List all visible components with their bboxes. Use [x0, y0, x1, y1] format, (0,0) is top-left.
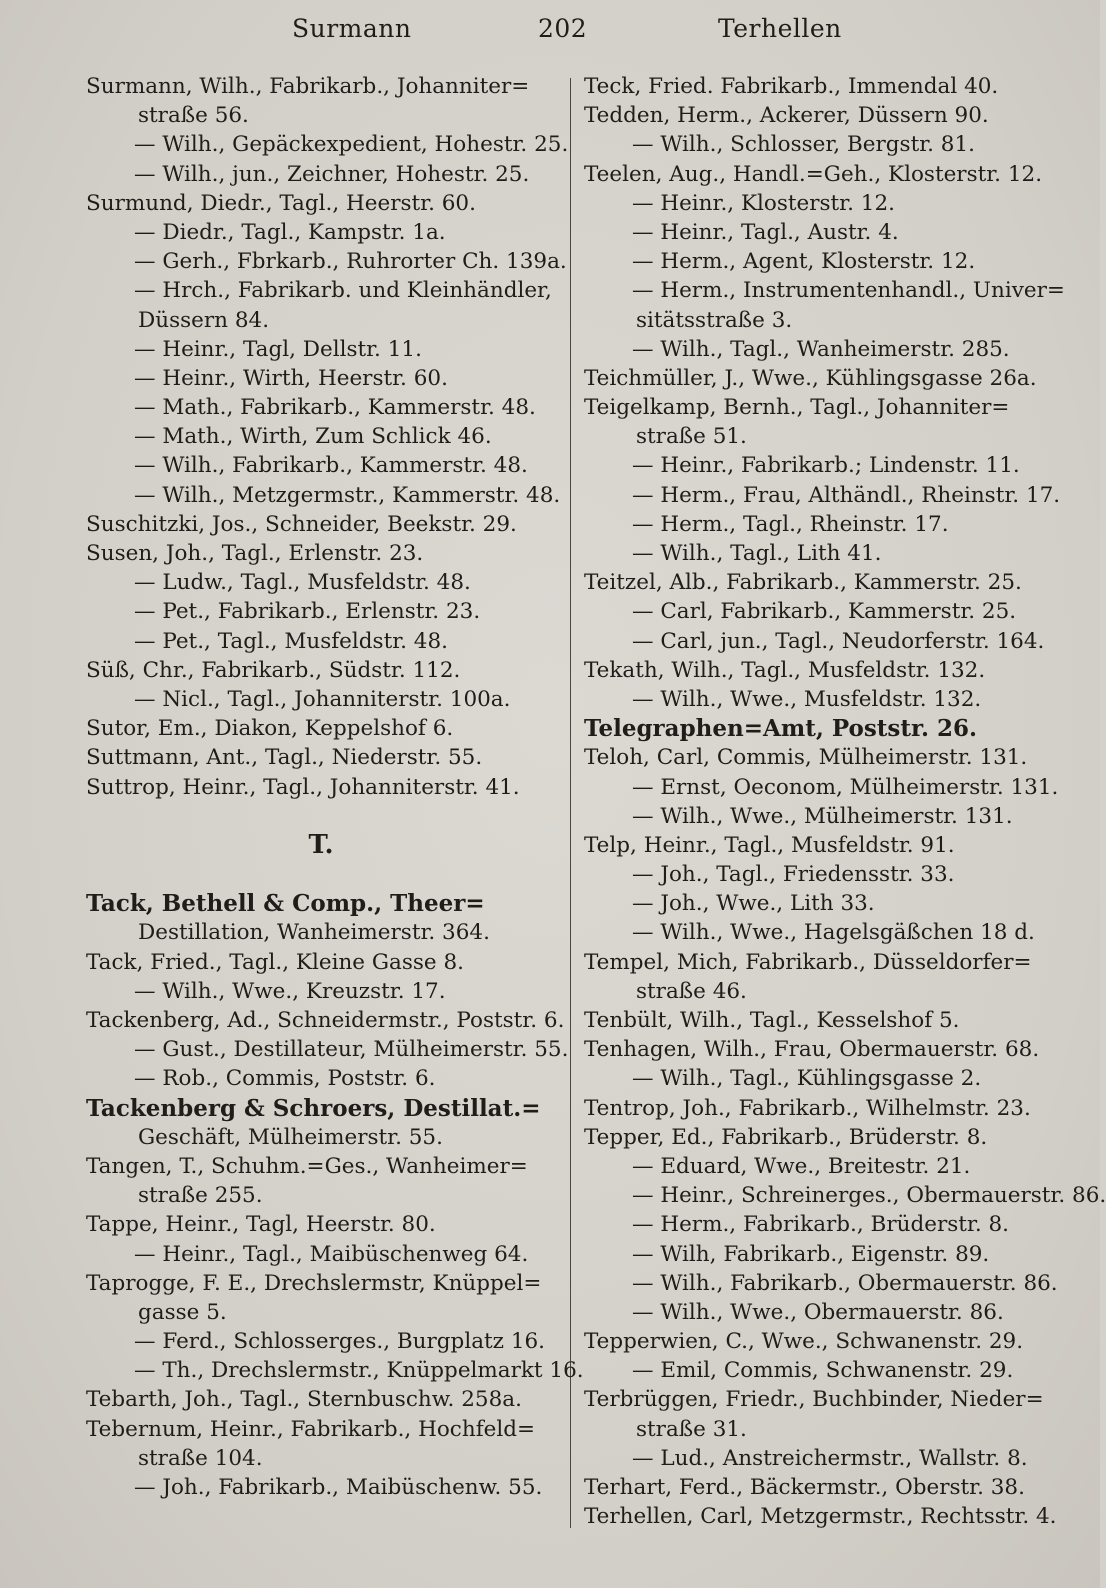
directory-entry: — Wilh., Wwe., Kreuzstr. 17.: [134, 978, 446, 1004]
directory-entry: Tangen, T., Schuhm.=Ges., Wanheimer=: [86, 1153, 528, 1179]
directory-entry: straße 31.: [636, 1416, 747, 1442]
directory-entry: straße 46.: [636, 978, 747, 1004]
directory-entry: Terbrüggen, Friedr., Buchbinder, Nieder=: [584, 1387, 1044, 1413]
directory-entry: — Th., Drechslermstr., Knüppelmarkt 16.: [134, 1358, 584, 1384]
directory-entry: Tempel, Mich, Fabrikarb., Düsseldorfer=: [584, 949, 1032, 975]
directory-entry: Destillation, Wanheimerstr. 364.: [138, 920, 490, 946]
directory-entry: Düssern 84.: [138, 307, 270, 333]
directory-entry: — Heinr., Tagl, Dellstr. 11.: [134, 336, 422, 362]
directory-entry: — Joh., Wwe., Lith 33.: [632, 891, 875, 917]
directory-entry: Teitzel, Alb., Fabrikarb., Kammerstr. 25.: [584, 570, 1022, 596]
directory-entry: — Herm., Fabrikarb., Brüderstr. 8.: [632, 1212, 1010, 1238]
directory-entry: — Wilh., Tagl., Lith 41.: [632, 541, 882, 566]
directory-entry: — Wilh., Wwe., Hagelsgäßchen 18 d.: [632, 920, 1035, 946]
directory-entry: Telp, Heinr., Tagl., Musfeldstr. 91.: [584, 832, 955, 858]
header-right-catchword: Terhellen: [718, 14, 842, 43]
directory-entry: straße 104.: [138, 1445, 263, 1471]
directory-entry: — Heinr., Fabrikarb.; Lindenstr. 11.: [632, 453, 1020, 479]
directory-entry: — Lud., Anstreichermstr., Wallstr. 8.: [632, 1445, 1028, 1471]
directory-entry: Susen, Joh., Tagl., Erlenstr. 23.: [86, 541, 424, 566]
directory-entry: Terhellen, Carl, Metzgermstr., Rechtsstr. 4.: [584, 1504, 1057, 1530]
header-left-catchword: Surmann: [292, 14, 412, 43]
directory-entry: — Wilh., Schlosser, Bergstr. 81.: [632, 132, 975, 158]
directory-entry: Surmund, Diedr., Tagl., Heerstr. 60.: [86, 190, 476, 216]
directory-entry: — Wilh., Wwe., Mülheimerstr. 131.: [632, 803, 1013, 829]
directory-entry: Tack, Fried., Tagl., Kleine Gasse 8.: [86, 949, 464, 975]
directory-entry: — Nicl., Tagl., Johanniterstr. 100a.: [134, 686, 511, 712]
left-column: [86, 72, 584, 1502]
directory-entry: Geschäft, Mülheimerstr. 55.: [138, 1124, 443, 1150]
directory-entry: — Math., Wirth, Zum Schlick 46.: [134, 424, 492, 450]
directory-entry: Tenbült, Wilh., Tagl., Kesselshof 5.: [584, 1008, 960, 1033]
directory-entry: Tedden, Herm., Ackerer, Düssern 90.: [584, 103, 989, 129]
directory-entry: — Wilh, Fabrikarb., Eigenstr. 89.: [632, 1241, 990, 1267]
directory-entry: — Ernst, Oeconom, Mülheimerstr. 131.: [632, 774, 1059, 800]
directory-entry: — Gerh., Fbrkarb., Ruhrorter Ch. 139a.: [134, 249, 567, 275]
directory-entry: Suttmann, Ant., Tagl., Niederstr. 55.: [86, 745, 483, 771]
directory-entry: Süß, Chr., Fabrikarb., Südstr. 112.: [86, 657, 461, 683]
directory-entry: — Joh., Fabrikarb., Maibüschenw. 55.: [134, 1475, 543, 1500]
directory-entry: — Joh., Tagl., Friedensstr. 33.: [632, 862, 955, 888]
directory-entry: Teigelkamp, Bernh., Tagl., Johanniter=: [584, 395, 1010, 421]
directory-entry: — Math., Fabrikarb., Kammerstr. 48.: [134, 395, 536, 421]
directory-entry: — Wilh., Tagl., Wanheimerstr. 285.: [632, 336, 1010, 362]
directory-entry: — Herm., Tagl., Rheinstr. 17.: [632, 511, 949, 537]
directory-entry: straße 255.: [138, 1183, 263, 1209]
directory-entry: Tepper, Ed., Fabrikarb., Brüderstr. 8.: [584, 1124, 988, 1150]
directory-entry: Tackenberg, Ad., Schneidermstr., Poststr. 6.: [86, 1008, 565, 1033]
right-column: [584, 72, 1106, 1531]
directory-entry: — Diedr., Tagl., Kampstr. 1a.: [134, 219, 446, 245]
directory-entry: — Hrch., Fabrikarb. und Kleinhändler,: [134, 278, 552, 304]
directory-entry: — Herm., Agent, Klosterstr. 12.: [632, 249, 976, 275]
directory-entry: — Wilh., Wwe., Obermauerstr. 86.: [632, 1299, 1004, 1325]
directory-entry: gasse 5.: [138, 1299, 227, 1325]
directory-entry: — Wilh., Gepäckexpedient, Hohestr. 25.: [134, 132, 569, 158]
directory-entry: — Heinr., Schreinerges., Obermauerstr. 86.: [632, 1183, 1106, 1209]
directory-entry: — Eduard, Wwe., Breitestr. 21.: [632, 1153, 971, 1179]
directory-entry: Suschitzki, Jos., Schneider, Beekstr. 29.: [86, 511, 517, 537]
directory-entry: Tackenberg & Schroers, Destillat.=: [86, 1094, 541, 1122]
directory-entry: Telegraphen=Amt, Poststr. 26.: [584, 715, 978, 743]
directory-entry: — Rob., Commis, Poststr. 6.: [134, 1066, 436, 1092]
directory-entry: — Gust., Destillateur, Mülheimerstr. 55.: [134, 1037, 569, 1063]
directory-entry: — Wilh., jun., Zeichner, Hohestr. 25.: [134, 161, 530, 187]
directory-entry: Tekath, Wilh., Tagl., Musfeldstr. 132.: [584, 657, 986, 683]
directory-entry: Tack, Bethell & Comp., Theer=: [86, 890, 485, 918]
directory-entry: — Wilh., Metzgermstr., Kammerstr. 48.: [134, 482, 561, 508]
directory-entry: Tebarth, Joh., Tagl., Sternbuschw. 258a.: [86, 1387, 522, 1413]
directory-entry: — Heinr., Wirth, Heerstr. 60.: [134, 365, 448, 391]
directory-entry: Tentrop, Joh., Fabrikarb., Wilhelmstr. 23.: [584, 1095, 1031, 1121]
directory-entry: — Carl, jun., Tagl., Neudorferstr. 164.: [632, 628, 1045, 654]
directory-entry: Teck, Fried. Fabrikarb., Immendal 40.: [584, 74, 999, 99]
directory-entry: — Emil, Commis, Schwanenstr. 29.: [632, 1358, 1014, 1384]
directory-entry: — Heinr., Tagl., Maibüschenweg 64.: [134, 1241, 529, 1267]
directory-entry: — Ferd., Schlosserges., Burgplatz 16.: [134, 1329, 546, 1355]
directory-entry: straße 56.: [138, 103, 249, 129]
directory-entry: Tappe, Heinr., Tagl, Heerstr. 80.: [86, 1212, 436, 1238]
directory-entry: Sutor, Em., Diakon, Keppelshof 6.: [86, 716, 454, 742]
directory-entry: — Heinr., Tagl., Austr. 4.: [632, 219, 899, 245]
directory-entry: sitätsstraße 3.: [636, 307, 793, 333]
directory-entry: — Carl, Fabrikarb., Kammerstr. 25.: [632, 599, 1017, 625]
section-letter: T.: [308, 829, 334, 860]
blank-line: [86, 860, 556, 889]
directory-entry: Teelen, Aug., Handl.=Geh., Klosterstr. 12.: [584, 161, 1043, 187]
column-divider: [570, 78, 571, 1528]
directory-entry: — Wilh., Fabrikarb., Obermauerstr. 86.: [632, 1270, 1058, 1296]
blank-line: [86, 802, 556, 831]
directory-entry: — Pet., Tagl., Musfeldstr. 48.: [134, 628, 448, 654]
directory-entry: — Heinr., Klosterstr. 12.: [632, 190, 895, 216]
directory-entry: Surmann, Wilh., Fabrikarb., Johanniter=: [86, 74, 530, 99]
directory-entry: — Wilh., Tagl., Kühlingsgasse 2.: [632, 1066, 982, 1092]
directory-entry: Teloh, Carl, Commis, Mülheimerstr. 131.: [584, 745, 1028, 771]
directory-entry: Tepperwien, C., Wwe., Schwanenstr. 29.: [584, 1329, 1024, 1355]
directory-entry: — Ludw., Tagl., Musfeldstr. 48.: [134, 570, 471, 596]
directory-entry: Taprogge, F. E., Drechslermstr, Knüppel=: [86, 1270, 542, 1296]
directory-entry: — Herm., Instrumentenhandl., Univer=: [632, 278, 1065, 304]
directory-entry: — Wilh., Fabrikarb., Kammerstr. 48.: [134, 453, 528, 479]
running-head: [0, 10, 1100, 50]
directory-entry: Suttrop, Heinr., Tagl., Johanniterstr. 41.: [86, 774, 520, 800]
directory-entry: straße 51.: [636, 424, 747, 450]
directory-entry: Tebernum, Heinr., Fabrikarb., Hochfeld=: [86, 1416, 536, 1442]
page-number: 202: [538, 14, 588, 43]
directory-entry: Tenhagen, Wilh., Frau, Obermauerstr. 68.: [584, 1037, 1040, 1063]
directory-entry: — Wilh., Wwe., Musfeldstr. 132.: [632, 686, 982, 712]
directory-entry: — Herm., Frau, Althändl., Rheinstr. 17.: [632, 482, 1061, 508]
directory-entry: Teichmüller, J., Wwe., Kühlingsgasse 26a.: [584, 365, 1037, 391]
directory-entry: Terhart, Ferd., Bäckermstr., Oberstr. 38.: [584, 1475, 1025, 1500]
directory-entry: — Pet., Fabrikarb., Erlenstr. 23.: [134, 599, 481, 625]
